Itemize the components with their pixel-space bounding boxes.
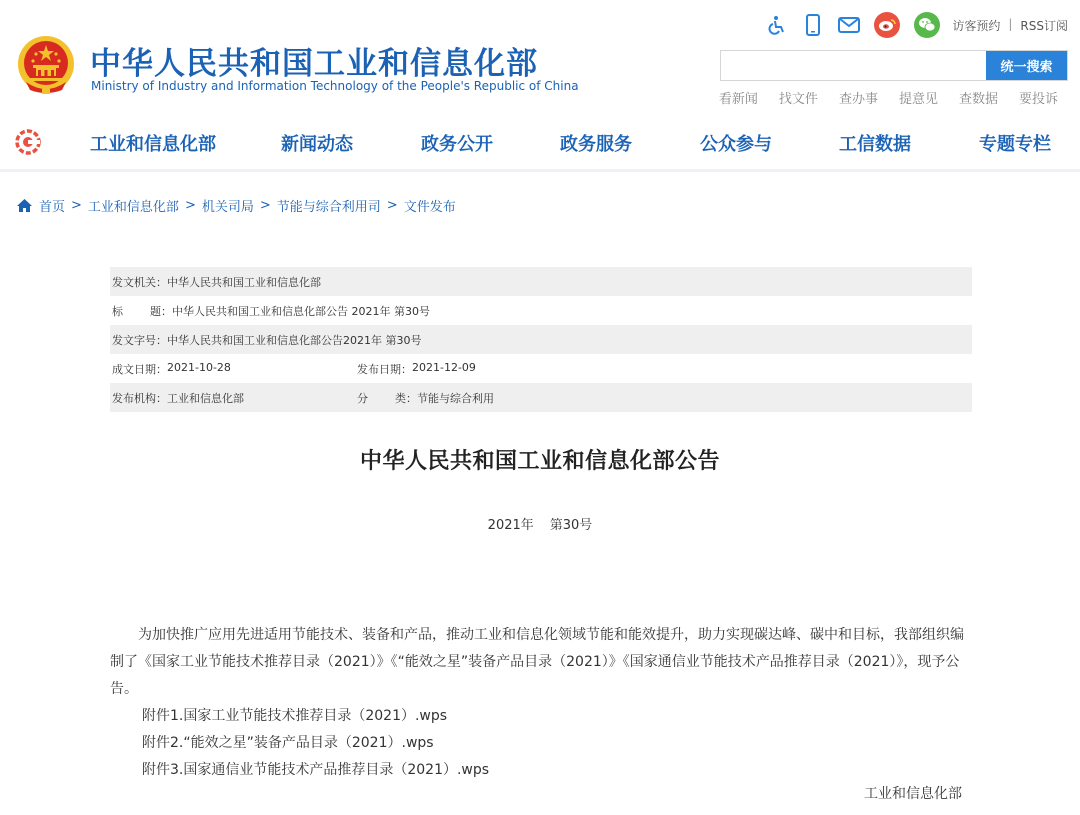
document-number-no: 第30号 [549,518,593,533]
doc-number-label: 发文字号： [112,333,167,347]
org-label: 发布机构： [112,391,167,405]
info-row-org-category [110,383,972,412]
breadcrumb-file-release[interactable]: 文件发布 [403,200,456,215]
title-label-char: 题： [150,304,172,318]
breadcrumb-separator: > [184,198,196,213]
org-cell [112,390,357,406]
info-row-title [110,296,972,325]
breadcrumb [16,196,456,215]
published-date-cell [357,361,476,377]
category-value: 节能与综合利用 [417,391,494,405]
quick-link-complaint[interactable]: 要投诉 [1018,92,1058,107]
document-info-table [110,267,972,412]
document-number-year: 2021年 [487,518,534,533]
site-title-en: Ministry of Industry and Information Technology of the People's Republic of China [91,79,579,93]
title-label [112,303,172,319]
nav-item-special-topics[interactable]: 专题专栏 [979,134,1051,155]
document-number [0,514,1080,533]
title-label-char: 标 [112,304,123,318]
top-icon-bar [766,10,940,40]
search-button[interactable]: 统一搜索 [986,51,1067,80]
nav-item-public-participation[interactable]: 公众参与 [700,134,772,155]
info-row-issuer [110,267,972,296]
created-date-label: 成文日期： [112,362,167,376]
mail-icon[interactable] [838,14,860,36]
nav-item-gov-affairs[interactable]: 政务公开 [421,134,493,155]
document-signature: 工业和信息化部 [864,786,962,802]
mobile-icon[interactable] [802,14,824,36]
published-date-label: 发布日期： [357,362,412,376]
breadcrumb-separator: > [386,198,398,213]
breadcrumb-separator: > [71,198,82,213]
main-nav [0,120,1080,172]
body-paragraph: 为加快推广应用先进适用节能技术、装备和产品，推动工业和信息化领域节能和能效提升，助力实现碳达峰、碳中和目标，我部组织编制了《国家工业节能技术推荐目录（2021）》《“能效之星”装备产品目录（2021）》《国家通信业节能技术产品推荐目录（2021）》，现予公告。 [110,627,964,697]
nav-item-data[interactable]: 工信数据 [839,134,911,155]
created-date-value: 2021-10-28 [167,360,231,374]
issuer-value: 中华人民共和国工业和信息化部 [167,275,321,289]
site-title-cn[interactable]: 中华人民共和国工业和信息化部 [90,46,538,82]
breadcrumb-departments[interactable]: 机关司局 [201,200,254,215]
search-box [720,50,1068,81]
weibo-icon[interactable] [874,12,900,38]
nav-item-news[interactable]: 新闻动态 [281,134,353,155]
site-header [0,0,1080,120]
search-input[interactable] [721,51,986,80]
quick-link-services[interactable]: 查办事 [838,92,878,107]
visitor-appointment-link[interactable]: 访客预约 [952,19,1001,33]
breadcrumb-home[interactable]: 首页 [39,200,66,215]
national-emblem-logo[interactable] [16,34,76,96]
info-row-doc-number [110,325,972,354]
issuer-label: 发文机关： [112,275,167,289]
title-value: 中华人民共和国工业和信息化部公告 2021年 第30号 [172,304,430,318]
nav-item-ministry[interactable]: 工业和信息化部 [90,134,216,155]
published-date-value: 2021-12-09 [412,360,476,374]
home-icon[interactable] [16,198,33,213]
quick-links [719,88,1058,107]
attachment-link-2[interactable]: 附件2.“能效之星”装备产品目录（2021）.wps [142,735,434,751]
document-body [110,622,972,784]
doc-number-value: 中华人民共和国工业和信息化部公告2021年 第30号 [167,333,422,347]
breadcrumb-ministry[interactable]: 工业和信息化部 [87,200,179,215]
accessibility-icon[interactable] [766,14,788,36]
wechat-icon[interactable] [914,12,940,38]
category-label-char: 类： [395,391,417,405]
quick-link-files[interactable]: 找文件 [778,92,818,107]
divider: | [1008,17,1013,31]
ministry-logo-icon[interactable] [14,128,42,156]
category-label [357,390,417,406]
breadcrumb-separator: > [259,198,271,213]
breadcrumb-energy-dept[interactable]: 节能与综合利用司 [276,200,381,215]
attachment-link-1[interactable]: 附件1.国家工业节能技术推荐目录（2021）.wps [142,708,448,724]
category-cell [357,390,494,406]
rss-link[interactable]: RSS订阅 [1020,19,1068,33]
nav-item-gov-services[interactable]: 政务服务 [560,134,632,155]
quick-link-feedback[interactable]: 提意见 [898,92,938,107]
created-date-cell [112,361,357,377]
quick-link-news[interactable]: 看新闻 [718,92,758,107]
document-title: 中华人民共和国工业和信息化部公告 [359,449,720,474]
quick-link-data[interactable]: 查数据 [958,92,998,107]
attachment-link-3[interactable]: 附件3.国家通信业节能技术产品推荐目录（2021）.wps [142,762,490,778]
category-label-char: 分 [357,391,368,405]
top-links [952,17,1068,34]
org-value: 工业和信息化部 [167,391,244,405]
info-row-dates [110,354,972,383]
